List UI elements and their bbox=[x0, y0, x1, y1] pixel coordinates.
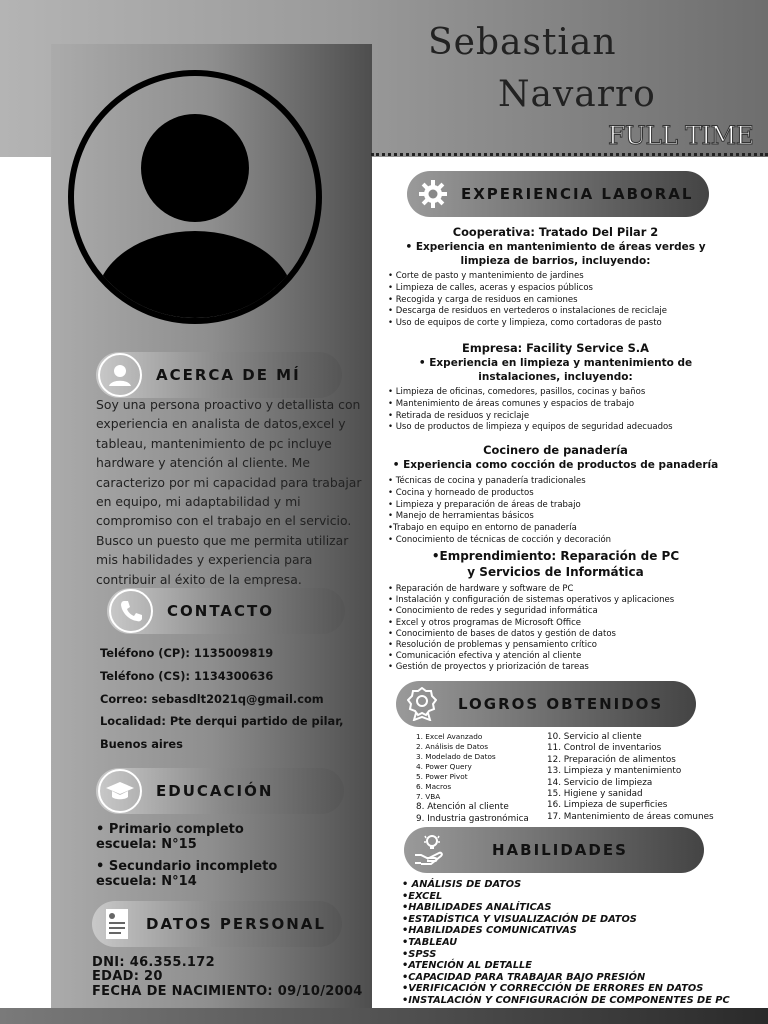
dotted-divider bbox=[371, 153, 768, 156]
phone-icon bbox=[109, 589, 153, 633]
job-item: • Gestión de proyectos y priorización de tareas bbox=[388, 662, 589, 673]
skill-item: •HABILIDADES ANALÍTICAS bbox=[402, 902, 552, 914]
job-lead: •Emprendimiento: Reparación de PC y Servicios de Informática bbox=[431, 549, 680, 579]
achievements-list-1 bbox=[416, 732, 529, 825]
job-item: • Técnicas de cocina y panadería tradicionales bbox=[388, 476, 586, 486]
job-item: • Mantenimiento de áreas comunes y espacios de trabajo bbox=[388, 398, 635, 409]
achievement-item: 15. Higiene y sanidad bbox=[547, 789, 643, 800]
achievements-list-2 bbox=[547, 732, 714, 823]
skill-item: • ANÁLISIS DE DATOS bbox=[402, 879, 522, 890]
skill-item: •TABLEAU bbox=[402, 936, 458, 948]
skill-item: •SPSS bbox=[402, 948, 437, 960]
skill-item: •ESTADÍSTICA Y VISUALIZACIÓN DE DATOS bbox=[402, 913, 637, 925]
job-items bbox=[388, 476, 723, 547]
job-lead: • Experiencia como cocción de productos de panadería bbox=[392, 459, 719, 471]
job-item: • Excel y otros programas de Microsoft Office bbox=[388, 617, 581, 628]
first-name: Sebastian bbox=[428, 22, 617, 63]
job-item: • Resolución de problemas y pensamiento crítico bbox=[388, 640, 597, 651]
job-item: • Recogida y carga de residuos en camiones bbox=[388, 294, 578, 305]
last-name: Navarro bbox=[498, 74, 656, 115]
about-header bbox=[96, 352, 342, 398]
job-title: Cocinero de panadería bbox=[483, 443, 628, 457]
birth-date: FECHA DE NACIMIENTO: 09/10/2004 bbox=[92, 983, 363, 999]
achievement-item: 10. Servicio al cliente bbox=[547, 732, 642, 742]
job-item: • Corte de pasto y mantenimiento de jardines bbox=[388, 271, 584, 281]
job-item: • Cocina y horneado de productos bbox=[388, 487, 534, 498]
achievement-item: 16. Limpieza de superficies bbox=[547, 800, 668, 811]
skill-item: •HABILIDADES COMUNICATIVAS bbox=[402, 925, 577, 937]
education-school: escuela: N°14 bbox=[96, 874, 197, 889]
award-badge-icon bbox=[400, 682, 444, 726]
achievement-item: 6. Macros bbox=[416, 782, 452, 791]
job-block bbox=[388, 548, 723, 674]
job-item: • Uso de equipos de corte y limpieza, como cortadoras de pasto bbox=[388, 318, 662, 329]
achievement-item: 13. Limpieza y mantenimiento bbox=[547, 766, 682, 777]
full-time-label: FULL TIME bbox=[608, 121, 754, 150]
education-list bbox=[96, 822, 277, 896]
job-block bbox=[388, 340, 723, 442]
job-item: • Reparación de hardware y software de PC bbox=[388, 584, 574, 594]
achievement-item: 4. Power Query bbox=[416, 762, 472, 771]
hand-lightbulb-icon bbox=[408, 828, 452, 872]
contact-phone-cp: Teléfono (CP): 1135009819 bbox=[100, 646, 274, 660]
job-items bbox=[388, 387, 723, 434]
achievement-item: 3. Modelado de Datos bbox=[416, 752, 496, 761]
education-level: • Primario completo bbox=[96, 822, 244, 837]
education-header bbox=[96, 768, 344, 814]
education-title: EDUCACIÓN bbox=[156, 782, 274, 800]
id-card-icon bbox=[94, 902, 138, 946]
achievement-item: 7. VBA bbox=[416, 792, 441, 801]
contact-title: CONTACTO bbox=[167, 602, 274, 620]
job-item: • Conocimiento de bases de datos y gestión de datos bbox=[388, 628, 616, 639]
job-block bbox=[388, 224, 723, 340]
achievement-item: 1. Excel Avanzado bbox=[416, 732, 483, 741]
contact-email: Correo: sebasdlt2021q@gmail.com bbox=[100, 691, 324, 706]
skill-item: •VERIFICACIÓN Y CORRECCIÓN DE ERRORES EN DATOS bbox=[402, 983, 704, 995]
job-item: • Comunicación efectiva y atención al cliente bbox=[388, 651, 582, 662]
graduation-cap-icon bbox=[98, 769, 142, 813]
achievement-item: 17. Mantenimiento de áreas comunes bbox=[547, 811, 714, 822]
skills-header bbox=[404, 827, 704, 873]
skill-item: •ATENCIÓN AL DETALLE bbox=[402, 960, 532, 972]
job-item: • Limpieza de calles, aceras y espacios públicos bbox=[388, 282, 593, 293]
job-title: Cooperativa: Tratado Del Pilar 2 bbox=[452, 225, 659, 239]
job-item: • Limpieza y preparación de áreas de trabajo bbox=[388, 499, 581, 510]
contact-locality-cont: Buenos aires bbox=[100, 737, 183, 752]
gear-icon bbox=[411, 172, 455, 216]
achievement-item: 8. Atención al cliente bbox=[416, 802, 509, 812]
skills-list bbox=[402, 879, 730, 1007]
personal-header bbox=[92, 901, 342, 947]
achievement-item: 9. Industria gastronómica bbox=[416, 813, 529, 824]
avatar-body bbox=[96, 231, 294, 324]
job-item: • Instalación y configuración de sistemas operativos y aplicaciones bbox=[388, 595, 675, 606]
skills-title: HABILIDADES bbox=[492, 841, 628, 859]
experience-title: EXPERIENCIA LABORAL bbox=[461, 185, 694, 203]
achievement-item: 5. Power Pivot bbox=[416, 772, 468, 781]
job-item: • Descarga de residuos en vertederos o instalaciones de reciclaje bbox=[388, 306, 668, 317]
contact-list bbox=[100, 646, 343, 760]
job-item: • Uso de productos de limpieza y equipos de seguridad adecuados bbox=[388, 422, 673, 433]
job-block bbox=[388, 442, 723, 548]
about-text: Soy una persona proactivo y detallista con experiencia en analista de datos,excel y tableau, mantenimiento de pc incluye hardware y atención al cliente. Me caracterizo por mi capacidad para trabajar en equipo, mi adaptabilidad y mi compromiso con el trabajo en el servicio. Busco un puesto que me permita utilizar mis habilidades y experiencia para contribuir al éxito de la empresa. bbox=[96, 397, 362, 587]
age: EDAD: 20 bbox=[92, 969, 163, 985]
personal-data bbox=[92, 956, 363, 999]
achievement-item: 12. Preparación de alimentos bbox=[547, 754, 676, 765]
achievement-item: 11. Control de inventarios bbox=[547, 743, 662, 754]
job-item: • Retirada de residuos y reciclaje bbox=[388, 410, 530, 421]
achievements-title: LOGROS OBTENIDOS bbox=[458, 695, 664, 713]
skill-item: •CAPACIDAD PARA TRABAJAR BAJO PRESIÓN bbox=[402, 971, 646, 983]
achievements-header bbox=[396, 681, 696, 727]
job-title: Empresa: Facility Service S.A bbox=[462, 341, 649, 355]
skill-item: •INSTALACIÓN Y CONFIGURACIÓN DE COMPONENTES DE PC bbox=[402, 994, 730, 1006]
avatar-head bbox=[141, 114, 249, 222]
experience-header bbox=[407, 171, 709, 217]
job-item: • Manejo de herramientas básicos bbox=[388, 511, 534, 522]
person-icon bbox=[98, 353, 142, 397]
education-level: • Secundario incompleto bbox=[96, 859, 278, 874]
contact-locality: Localidad: Pte derqui partido de pilar, bbox=[100, 714, 344, 729]
contact-phone-cs: Teléfono (CS): 1134300636 bbox=[100, 668, 274, 683]
education-item bbox=[96, 822, 277, 859]
personal-title: DATOS PERSONAL bbox=[146, 915, 326, 933]
job-lead: • Experiencia en mantenimiento de áreas verdes y limpieza de barrios, incluyendo: bbox=[405, 241, 706, 267]
experience-section bbox=[388, 224, 723, 674]
contact-header bbox=[107, 588, 345, 634]
job-item: •Trabajo en equipo en entorno de panadería bbox=[388, 523, 577, 534]
achievement-item: 14. Servicio de limpieza bbox=[547, 777, 653, 788]
skill-item: •EXCEL bbox=[402, 890, 443, 902]
job-items bbox=[388, 271, 723, 330]
bottom-bar bbox=[0, 1008, 768, 1024]
job-lead: • Experiencia en limpieza y mantenimiento de instalaciones, incluyendo: bbox=[418, 357, 693, 383]
education-item bbox=[96, 859, 277, 896]
job-items bbox=[388, 584, 723, 674]
about-title: ACERCA DE MÍ bbox=[156, 366, 301, 384]
achievement-item: 2. Análisis de Datos bbox=[416, 742, 489, 751]
education-school: escuela: N°15 bbox=[96, 837, 197, 852]
job-item: • Conocimiento de técnicas de cocción y decoración bbox=[388, 534, 612, 545]
job-item: • Limpieza de oficinas, comedores, pasillos, cocinas y baños bbox=[388, 387, 646, 397]
avatar bbox=[68, 70, 322, 324]
job-item: • Conocimiento de redes y seguridad informática bbox=[388, 606, 598, 617]
dni: DNI: 46.355.172 bbox=[92, 955, 215, 970]
